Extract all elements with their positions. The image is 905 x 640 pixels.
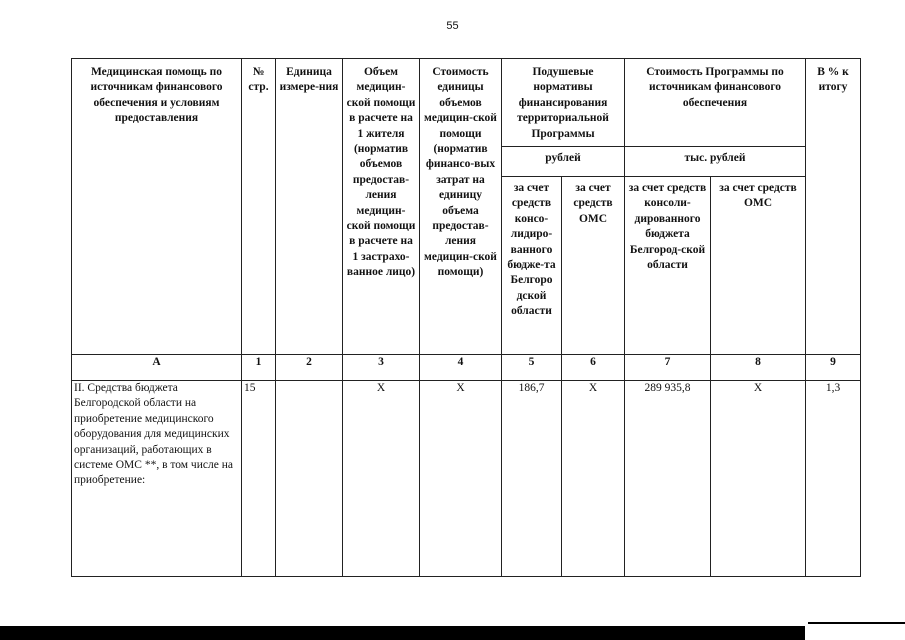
- header-oms-program: за счет средств ОМС: [711, 177, 806, 355]
- header-row-number: № стр.: [242, 59, 276, 355]
- header-volume: Объем медицин-ской помощи в расчете на 1 жителя (норматив объемов предостав-ления медицин-ской помощи в расчете на 1 застрахо-ванное лицо): [343, 59, 420, 355]
- row-name: II. Средства бюджета Белгородской области на приобретение медицинского оборудования для медицинских организаций, работающих в системе ОМС **, в том числе на приобретение:: [72, 381, 242, 577]
- column-number: 7: [625, 355, 711, 381]
- unit-thousand-rubles: тыс. рублей: [625, 147, 806, 177]
- scan-border-line: [808, 622, 905, 624]
- header-percent: В % к итогу: [806, 59, 861, 355]
- header-budget-program: за счет средств консоли-дированного бюджета Белгород-ской области: [625, 177, 711, 355]
- row-percent: 1,3: [806, 381, 861, 577]
- row-unit-cost: Х: [420, 381, 502, 577]
- page-number: 55: [446, 20, 459, 32]
- header-unit-cost: Стоимость единицы объемов медицин-ской помощи (норматив финансо-вых затрат на единицу объема предостав-ления медицин-ской помощи): [420, 59, 502, 355]
- row-per-capita-budget: 186,7: [502, 381, 562, 577]
- column-number: 6: [562, 355, 625, 381]
- row-program-oms: Х: [711, 381, 806, 577]
- header-per-capita-norms: Подушевые нормативы финансирования территориальной Программы: [502, 59, 625, 147]
- header-program-cost: Стоимость Программы по источникам финансового обеспечения: [625, 59, 806, 147]
- column-number: 4: [420, 355, 502, 381]
- column-number-row: [72, 355, 861, 381]
- table-row: [72, 381, 861, 577]
- row-volume: Х: [343, 381, 420, 577]
- column-number: 8: [711, 355, 806, 381]
- column-number: 9: [806, 355, 861, 381]
- row-unit: [276, 381, 343, 577]
- column-number: 3: [343, 355, 420, 381]
- row-per-capita-oms: Х: [562, 381, 625, 577]
- column-number: 5: [502, 355, 562, 381]
- column-number: 1: [242, 355, 276, 381]
- header-unit: Единица измере-ния: [276, 59, 343, 355]
- scan-border-bar: [0, 626, 805, 640]
- column-number: А: [72, 355, 242, 381]
- row-number: 15: [242, 381, 276, 577]
- header-medical-care: Медицинская помощь по источникам финансового обеспечения и условиям предоставления: [72, 59, 242, 355]
- row-program-budget: 289 935,8: [625, 381, 711, 577]
- financing-table: [71, 58, 861, 577]
- header-budget-per-capita: за счет средств консо-лидиро-ванного бюдже-та Белгоро дской области: [502, 177, 562, 355]
- column-number: 2: [276, 355, 343, 381]
- unit-rubles: рублей: [502, 147, 625, 177]
- header-oms-per-capita: за счет средств ОМС: [562, 177, 625, 355]
